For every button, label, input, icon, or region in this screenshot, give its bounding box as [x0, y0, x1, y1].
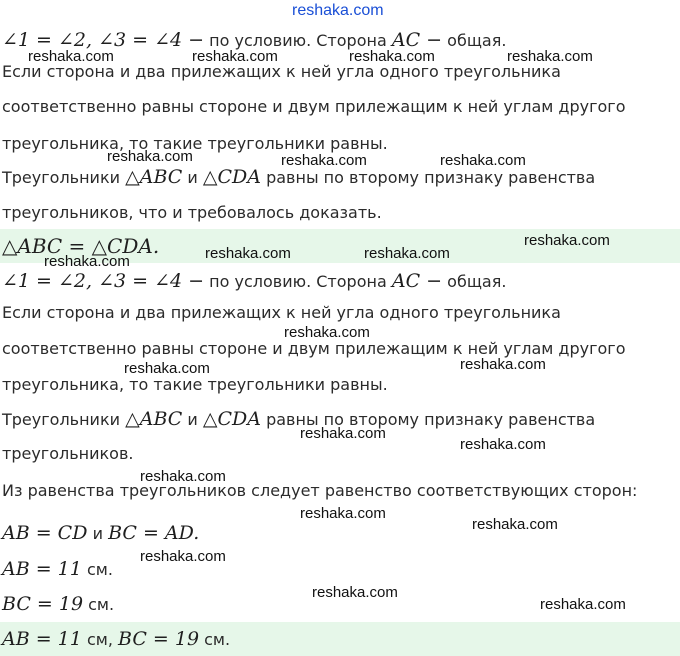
watermark: reshaka.com [312, 584, 398, 601]
b2-l8-math-1: AB = CD [2, 522, 88, 544]
b2-line-6: треугольников. [2, 444, 134, 463]
watermark: reshaka.com [364, 245, 450, 262]
watermark: reshaka.com [300, 425, 386, 442]
watermark: reshaka.com [460, 356, 546, 373]
b2-line-7: Из равенства треугольников следует равенство соответствующих сторон: [2, 481, 638, 500]
b1-l5-text-3: равны по второму признаку равенства [266, 168, 596, 187]
watermark: reshaka.com [440, 152, 526, 169]
b2-l5-text-2: и [187, 410, 198, 429]
watermark: reshaka.com [540, 596, 626, 613]
watermark: reshaka.com [472, 516, 558, 533]
b2-line-4: треугольника, то такие треугольники равны. [2, 375, 388, 394]
b2-line-1 [2, 270, 506, 293]
b1-l1-math-2: AC − [391, 29, 443, 51]
b1-line-3: соответственно равны стороне и двум прилежащим к ней углам другого [2, 97, 626, 116]
header-watermark: reshaka.com [292, 2, 384, 19]
b1-line-4: треугольника, то такие треугольники равны. [2, 134, 388, 153]
b2-l1-text-2: общая. [447, 272, 507, 291]
b2-l1-math-2: AC − [391, 270, 443, 292]
b1-l5-math-1: △ABC [125, 166, 183, 188]
b2-l1-math-1: ∠1 = ∠2, ∠3 = ∠4 − [2, 270, 205, 292]
b1-line-6: треугольников, что и требовалось доказать. [2, 203, 382, 222]
watermark: reshaka.com [507, 48, 593, 65]
b1-answer: △ABC = △CDA. [2, 234, 160, 258]
b2-l5-text-1: Треугольники [2, 410, 121, 429]
b2-l9-text-1: см. [86, 560, 113, 579]
watermark: reshaka.com [300, 505, 386, 522]
b2-l5-math-2: △CDA [202, 408, 261, 430]
b2-line-3: соответственно равны стороне и двум прилежащим к ней углам другого [2, 339, 626, 358]
b2-l5-text-3: равны по второму признаку равенства [266, 410, 596, 429]
b2-l10-text-1: см. [88, 595, 115, 614]
b1-l5-math-2: △CDA [202, 166, 261, 188]
b1-l1-math-1: ∠1 = ∠2, ∠3 = ∠4 − [2, 29, 205, 51]
watermark: reshaka.com [192, 48, 278, 65]
watermark: reshaka.com [140, 468, 226, 485]
watermark: reshaka.com [524, 232, 610, 249]
b2-line-10 [2, 593, 114, 616]
b2-l9-math-1: AB = 11 [2, 558, 82, 580]
b2-ans-math-2: BC = 19 [118, 628, 200, 650]
watermark: reshaka.com [460, 436, 546, 453]
b2-l8-math-2: BC = AD. [108, 522, 200, 544]
watermark: reshaka.com [281, 152, 367, 169]
watermark: reshaka.com [107, 148, 193, 165]
watermark: reshaka.com [349, 48, 435, 65]
b2-l1-text-1: по условию. Сторона [209, 272, 387, 291]
b2-l5-math-1: △ABC [125, 408, 183, 430]
b1-line-2: Если сторона и два прилежащих к ней угла одного треугольника [2, 62, 561, 81]
watermark: reshaka.com [124, 360, 210, 377]
b2-line-2: Если сторона и два прилежащих к ней угла одного треугольника [2, 303, 561, 322]
b1-l5-text-2: и [187, 168, 198, 187]
b1-l5-text-1: Треугольники [2, 168, 121, 187]
b2-answer [2, 628, 230, 651]
b2-l10-math-1: BC = 19 [2, 593, 84, 615]
b2-l8-text-1: и [92, 524, 103, 543]
watermark: reshaka.com [284, 324, 370, 341]
b2-line-5 [2, 408, 595, 431]
watermark: reshaka.com [44, 253, 130, 270]
watermark: reshaka.com [205, 245, 291, 262]
b2-line-9 [2, 558, 113, 581]
b2-ans-math-1: AB = 11 [2, 628, 82, 650]
b2-line-8 [2, 522, 199, 545]
b2-ans-text-1: см, [86, 630, 113, 649]
watermark: reshaka.com [28, 48, 114, 65]
watermark: reshaka.com [140, 548, 226, 565]
b2-ans-text-2: см. [204, 630, 231, 649]
b1-l1-text-2: общая. [447, 31, 507, 50]
b1-l1-text-1: по условию. Сторона [209, 31, 387, 50]
b1-line-5 [2, 166, 595, 189]
